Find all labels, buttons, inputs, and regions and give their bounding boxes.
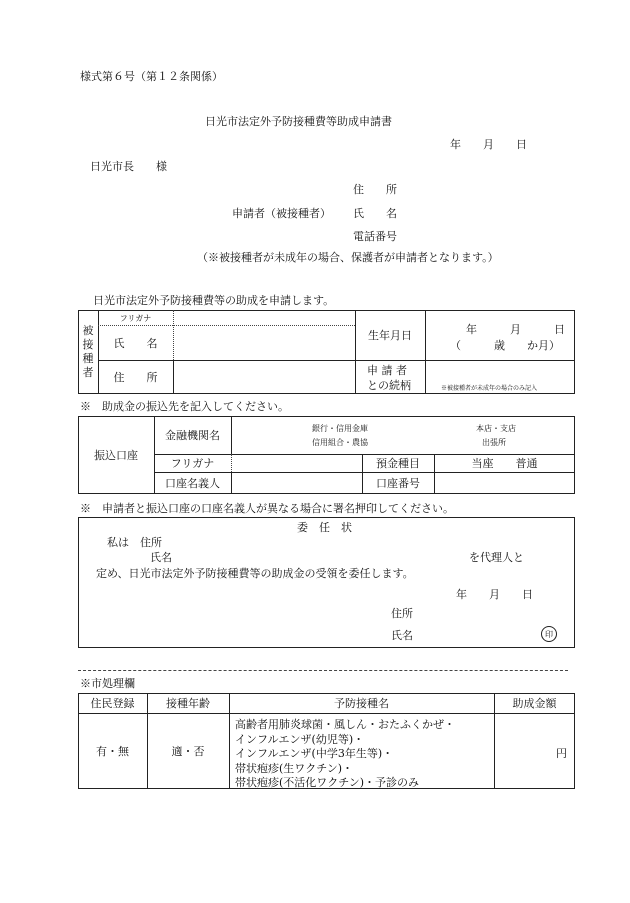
- bank-side-label: 振込口座: [94, 449, 138, 462]
- recipient-furigana-label: フリガナ: [119, 313, 152, 323]
- relation-field[interactable]: [426, 361, 574, 381]
- recipient-address-field[interactable]: [174, 361, 354, 393]
- proxy-date[interactable]: 年 月 日: [456, 588, 533, 601]
- applicant-name-label: 氏 名: [353, 207, 397, 220]
- age-eligibility-choice[interactable]: 適・否: [171, 745, 205, 758]
- proxy-statement: 定め、日光市法定外予防接種費等の助成金の受領を委任します。: [96, 567, 414, 580]
- proxy-line-name: 氏名: [150, 551, 172, 564]
- recipient-name-field[interactable]: [174, 326, 354, 359]
- proxy-note: ※ 申請者と振込口座の口座名義人が異なる場合に署名押印してください。: [80, 502, 454, 515]
- bank-types-line1[interactable]: 銀行・信用金庫: [312, 424, 368, 433]
- cut-line-divider: [78, 670, 568, 671]
- recipient-name-label: 氏 名: [113, 337, 158, 350]
- form-number: 様式第６号（第１２条関係）: [80, 70, 223, 83]
- addressee: 日光市長 様: [90, 160, 167, 173]
- account-number-field[interactable]: [435, 473, 574, 493]
- seal-mark-icon: 印: [541, 626, 557, 642]
- birth-date-age[interactable]: （ 歳 か月）: [450, 339, 560, 352]
- bank-furigana-label: フリガナ: [170, 457, 215, 470]
- proxy-line-address: 私は 住所: [107, 536, 162, 549]
- account-holder-label: 口座名義人: [165, 477, 220, 490]
- office-header-age: 接種年齢: [166, 697, 210, 710]
- deposit-type-label: 預金種目: [376, 457, 420, 470]
- account-number-label: 口座番号: [376, 477, 420, 490]
- vaccine-option[interactable]: インフルエンザ(中学3年生等)・: [235, 747, 394, 760]
- applicant-phone-label: 電話番号: [353, 230, 397, 243]
- institution-label: 金融機関名: [165, 429, 220, 442]
- office-use-label: ※市処理欄: [80, 677, 135, 690]
- applicant-address-label: 住 所: [353, 183, 397, 196]
- office-header-registration: 住民登録: [90, 697, 135, 710]
- applicant-role-label: 申請者（被接種者）: [232, 207, 331, 220]
- birth-date-label: 生年月日: [368, 329, 412, 342]
- recipient-side-label: 被 接 種 者: [82, 324, 94, 379]
- recipient-address-label: 住 所: [113, 371, 158, 384]
- bank-furigana-field[interactable]: [232, 455, 361, 471]
- minor-applicant-note: （※被接種者が未成年の場合、保護者が申請者となります。）: [197, 251, 499, 264]
- form-title: 日光市法定外予防接種費等助成申請書: [205, 115, 392, 128]
- recipient-furigana-field[interactable]: [173, 311, 355, 325]
- relation-label-line1: 申 請 者: [367, 364, 407, 377]
- vaccine-option[interactable]: 高齢者用肺炎球菌・風しん・おたふくかぜ・: [235, 718, 455, 731]
- request-statement: 日光市法定外予防接種費等の助成を申請します。: [93, 294, 335, 307]
- branch-types-line1[interactable]: 本店・支店: [476, 424, 516, 433]
- deposit-type-options[interactable]: 当座 普通: [471, 457, 538, 470]
- registration-choice[interactable]: 有・無: [96, 745, 129, 758]
- amount-unit: 円: [556, 747, 567, 760]
- branch-types-line2[interactable]: 出張所: [482, 438, 506, 447]
- vaccine-option[interactable]: 帯状疱疹(生ワクチン)・: [235, 762, 354, 775]
- bank-types-line2[interactable]: 信用組合・農協: [312, 438, 368, 447]
- vaccine-option[interactable]: インフルエンザ(幼児等)・: [235, 733, 365, 746]
- bank-note: ※ 助成金の振込先を記入してください。: [80, 400, 289, 413]
- submission-date: 年 月 日: [450, 138, 527, 151]
- vaccine-option[interactable]: 帯状疱疹(不活化ワクチン)・予診のみ: [235, 776, 420, 789]
- office-header-vaccine: 予防接種名: [334, 697, 389, 710]
- birth-date-ymd[interactable]: 年 月 日: [466, 323, 565, 336]
- office-header-amount: 助成金額: [512, 697, 557, 710]
- relation-note: ※被接種者が未成年の場合のみ記入: [441, 385, 538, 392]
- proxy-signer-name[interactable]: 氏名: [391, 629, 413, 642]
- proxy-signer-address[interactable]: 住所: [391, 607, 413, 620]
- account-holder-field[interactable]: [232, 473, 361, 493]
- relation-label-line2: との続柄: [367, 379, 411, 392]
- proxy-line-tail: を代理人と: [469, 551, 524, 564]
- proxy-title: 委 任 状: [297, 521, 352, 534]
